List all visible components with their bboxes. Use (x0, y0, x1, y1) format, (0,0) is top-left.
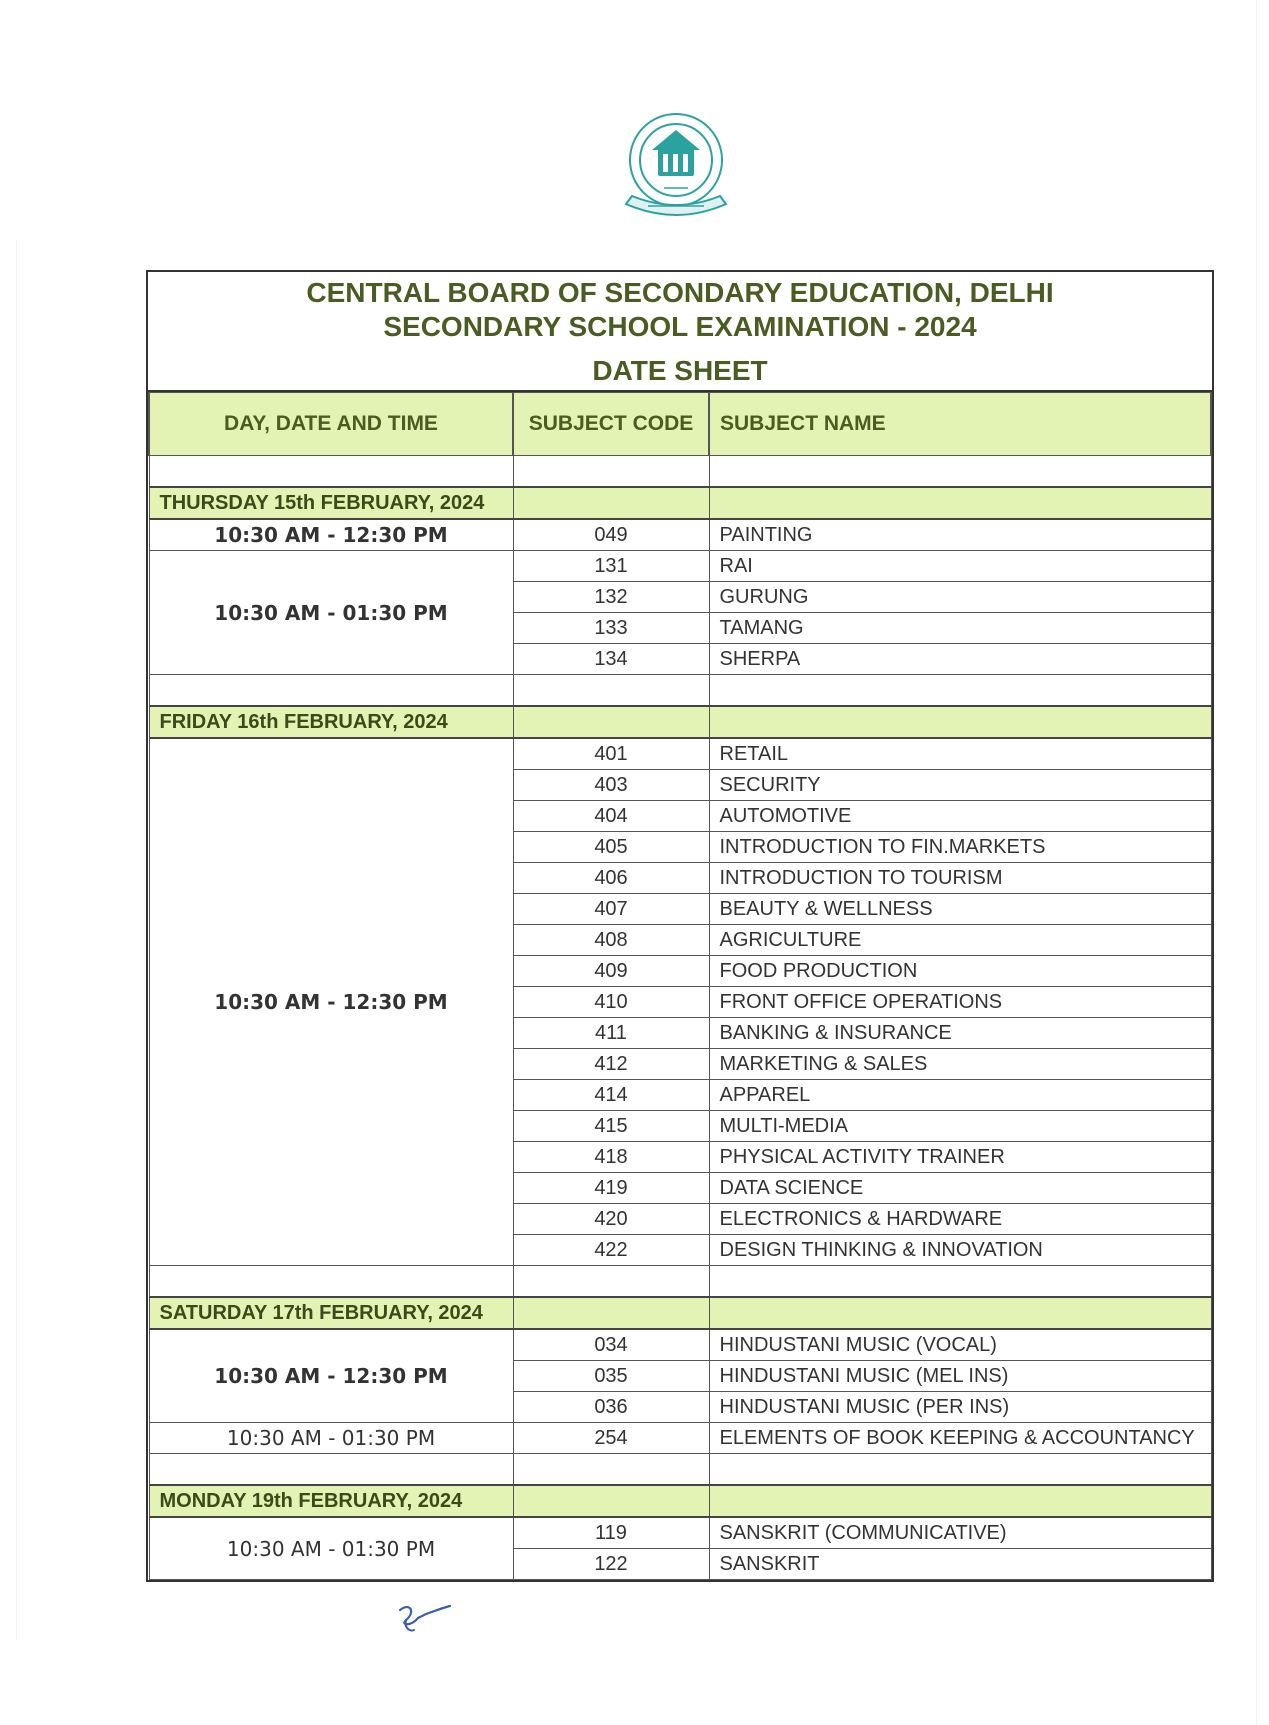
subject-name: SHERPA (709, 644, 1211, 675)
sheet-title: DATE SHEET (592, 355, 768, 386)
subject-code: 403 (513, 770, 709, 801)
subject-code: 254 (513, 1423, 709, 1454)
subject-code: 132 (513, 582, 709, 613)
subject-name: DATA SCIENCE (709, 1173, 1211, 1204)
subject-name: FOOD PRODUCTION (709, 956, 1211, 987)
subject-code: 422 (513, 1235, 709, 1266)
subject-name: TAMANG (709, 613, 1211, 644)
subject-name: PHYSICAL ACTIVITY TRAINER (709, 1142, 1211, 1173)
col-code-header: SUBJECT CODE (513, 393, 709, 456)
subject-name: SANSKRIT (COMMUNICATIVE) (709, 1517, 1211, 1549)
exam-date: SATURDAY 17th FEBRUARY, 2024 (149, 1297, 513, 1329)
spacer-row (149, 1454, 1211, 1486)
scan-edge-left (16, 240, 17, 1640)
subject-name: FRONT OFFICE OPERATIONS (709, 987, 1211, 1018)
subject-code: 131 (513, 551, 709, 582)
subject-code: 401 (513, 738, 709, 770)
subject-name: INTRODUCTION TO FIN.MARKETS (709, 832, 1211, 863)
subject-code: 406 (513, 863, 709, 894)
subject-name: DESIGN THINKING & INNOVATION (709, 1235, 1211, 1266)
col-name-header: SUBJECT NAME (709, 393, 1211, 456)
subject-name: SANSKRIT (709, 1549, 1211, 1580)
subject-code: 408 (513, 925, 709, 956)
board-title: CENTRAL BOARD OF SECONDARY EDUCATION, DELHI (306, 277, 1054, 308)
subject-code: 419 (513, 1173, 709, 1204)
subject-code: 410 (513, 987, 709, 1018)
exam-date: MONDAY 19th FEBRUARY, 2024 (149, 1485, 513, 1517)
subject-name: AUTOMOTIVE (709, 801, 1211, 832)
subject-code: 412 (513, 1049, 709, 1080)
subject-code: 034 (513, 1329, 709, 1361)
subject-name: HINDUSTANI MUSIC (MEL INS) (709, 1361, 1211, 1392)
subject-code: 122 (513, 1549, 709, 1580)
subject-name: MULTI-MEDIA (709, 1111, 1211, 1142)
col-day-header: DAY, DATE AND TIME (149, 393, 513, 456)
subject-name: APPAREL (709, 1080, 1211, 1111)
subject-row (149, 738, 1211, 770)
sheet-heading (148, 272, 1212, 392)
subject-code: 035 (513, 1361, 709, 1392)
schedule-table (148, 392, 1212, 1580)
exam-date: THURSDAY 15th FEBRUARY, 2024 (149, 487, 513, 519)
spacer-row (149, 675, 1211, 707)
subject-code: 405 (513, 832, 709, 863)
time-slot: 10:30 AM - 01:30 PM (149, 1423, 513, 1454)
subject-name: BANKING & INSURANCE (709, 1018, 1211, 1049)
subject-row (149, 551, 1211, 582)
exam-title: SECONDARY SCHOOL EXAMINATION - 2024 (383, 311, 977, 342)
subject-code: 420 (513, 1204, 709, 1235)
subject-code: 415 (513, 1111, 709, 1142)
subject-row (149, 1423, 1211, 1454)
subject-name: MARKETING & SALES (709, 1049, 1211, 1080)
date-row (149, 1485, 1211, 1517)
subject-name: RAI (709, 551, 1211, 582)
exam-date: FRIDAY 16th FEBRUARY, 2024 (149, 706, 513, 738)
time-slot: 10:30 AM - 01:30 PM (149, 1517, 513, 1580)
time-slot: 10:30 AM - 01:30 PM (149, 551, 513, 675)
subject-name: HINDUSTANI MUSIC (VOCAL) (709, 1329, 1211, 1361)
time-slot: 10:30 AM - 12:30 PM (149, 1329, 513, 1423)
subject-code: 411 (513, 1018, 709, 1049)
subject-name: INTRODUCTION TO TOURISM (709, 863, 1211, 894)
subject-name: HINDUSTANI MUSIC (PER INS) (709, 1392, 1211, 1423)
subject-name: GURUNG (709, 582, 1211, 613)
subject-code: 414 (513, 1080, 709, 1111)
subject-name: AGRICULTURE (709, 925, 1211, 956)
subject-code: 133 (513, 613, 709, 644)
subject-code: 049 (513, 519, 709, 551)
subject-name: BEAUTY & WELLNESS (709, 894, 1211, 925)
subject-row (149, 1517, 1211, 1549)
subject-row (149, 519, 1211, 551)
subject-code: 134 (513, 644, 709, 675)
signature-mark (392, 1600, 452, 1636)
subject-code: 036 (513, 1392, 709, 1423)
date-row (149, 1297, 1211, 1329)
spacer-row (149, 456, 1211, 488)
subject-name: RETAIL (709, 738, 1211, 770)
cbse-seal-icon (612, 108, 740, 228)
column-header-row (149, 393, 1211, 456)
subject-name: PAINTING (709, 519, 1211, 551)
subject-name: SECURITY (709, 770, 1211, 801)
date-sheet (146, 270, 1214, 1582)
subject-code: 407 (513, 894, 709, 925)
subject-name: ELEMENTS OF BOOK KEEPING & ACCOUNTANCY (709, 1423, 1211, 1454)
subject-code: 404 (513, 801, 709, 832)
time-slot: 10:30 AM - 12:30 PM (149, 519, 513, 551)
subject-code: 418 (513, 1142, 709, 1173)
subject-code: 119 (513, 1517, 709, 1549)
scan-edge-right (1256, 0, 1257, 1725)
date-row (149, 487, 1211, 519)
subject-row (149, 1329, 1211, 1361)
date-row (149, 706, 1211, 738)
subject-code: 409 (513, 956, 709, 987)
spacer-row (149, 1266, 1211, 1298)
subject-name: ELECTRONICS & HARDWARE (709, 1204, 1211, 1235)
time-slot: 10:30 AM - 12:30 PM (149, 738, 513, 1266)
